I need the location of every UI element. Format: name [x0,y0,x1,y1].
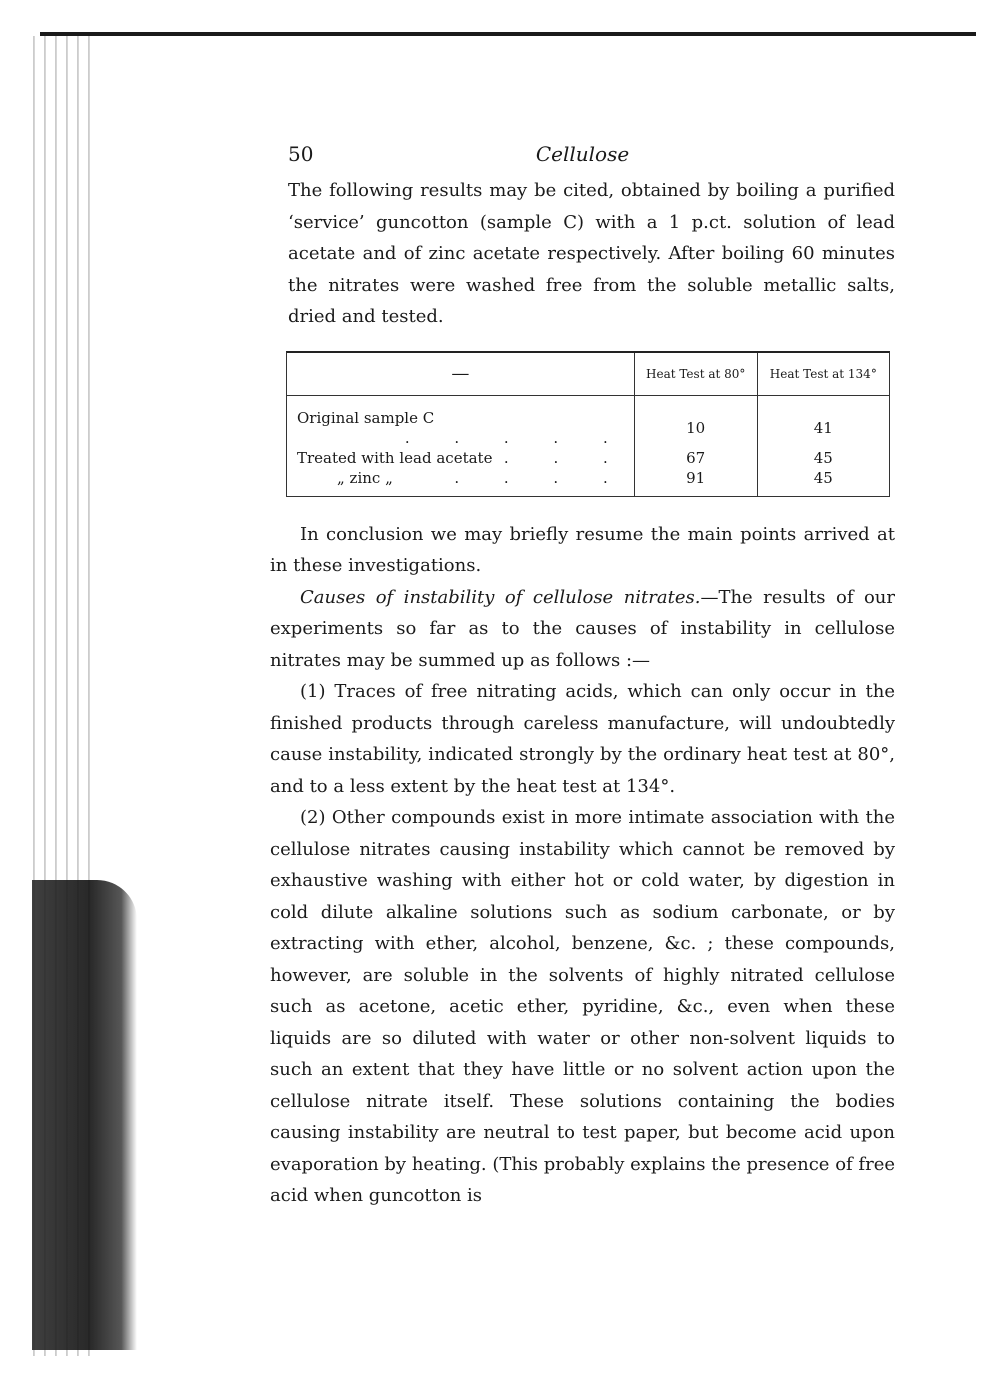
leader-dots: . . . [503,448,628,467]
running-title: Cellulose [535,142,630,166]
intro-paragraph: The following results may be cited, obtained by boiling a purified ‘service’ guncotton (sample C) with a 1 p.ct. solution of lead acetate and of zinc acetate respectively. After boiling 60 minutes the nitrates were washed free from the soluble metallic salts, dried and tested. [288,180,895,327]
page-number: 50 [288,142,314,166]
page-content [270,135,895,1212]
conclusion-paragraph: In conclusion we may briefly resume the main points arrived at in these investigations. [270,523,895,576]
causes-paragraph [270,582,895,677]
cell-heat-134: 45 [757,468,889,496]
causes-heading: Causes of instability of cellulose nitrates. [300,586,701,608]
cell-heat-80: 10 [634,395,757,448]
table-row [287,468,889,496]
point-2-paragraph: (2) Other compounds exist in more intimate association with the cellulose nitrates causing instability which cannot be removed by exhaustive washing with either hot or cold water, by digestion in cold dilute alkaline solutions such as sodium carbonate, or by extracting with ether, alcohol, benzene, &c. ; these compounds, however, are soluble in the solvents of highly nitrated cellulose such as acetone, acetic ether, pyridine, &c., even when these liquids are so diluted with water or other non-solvent liquids to such an extent that they have little or no solvent action upon the cellulose nitrate itself. These solutions containing the bodies causing instability are neutral to test paper, but become acid upon evaporation by heating. (This probably explains the presence of free acid when guncotton is [270,807,895,1206]
causes-text: —The results of our experiments so far as to the causes of instability in cellulose nitrates may be summed up as follows :— [270,586,895,671]
cell-heat-80: 91 [634,468,757,496]
leader-dots: . . . . . [404,428,628,447]
scan-top-rule [40,32,976,36]
page-header [270,135,895,175]
cell-heat-134: 45 [757,448,889,468]
leader-dots: . . . . [454,468,628,487]
table-header-heat-134: Heat Test at 134° [757,353,889,396]
table-header-blank: — [287,353,634,396]
cell-heat-80: 67 [634,448,757,468]
cell-heat-134: 41 [757,395,889,448]
heat-test-table [286,351,890,497]
point-1-paragraph: (1) Traces of free nitrating acids, which can only occur in the finished products through careless manufacture, will undoubtedly cause instability, indicated strongly by the ordinary heat test at 80°, and to a less extent by the heat test at 134°. [270,681,895,797]
row-label: Original sample C [297,408,435,427]
row-label: „ zinc „ [337,468,393,487]
book-binding-dark-shadow [32,880,137,1350]
row-label: Treated with lead acetate [297,448,493,467]
table-row [287,395,889,448]
table-header-heat-80: Heat Test at 80° [634,353,757,396]
table-row [287,448,889,468]
